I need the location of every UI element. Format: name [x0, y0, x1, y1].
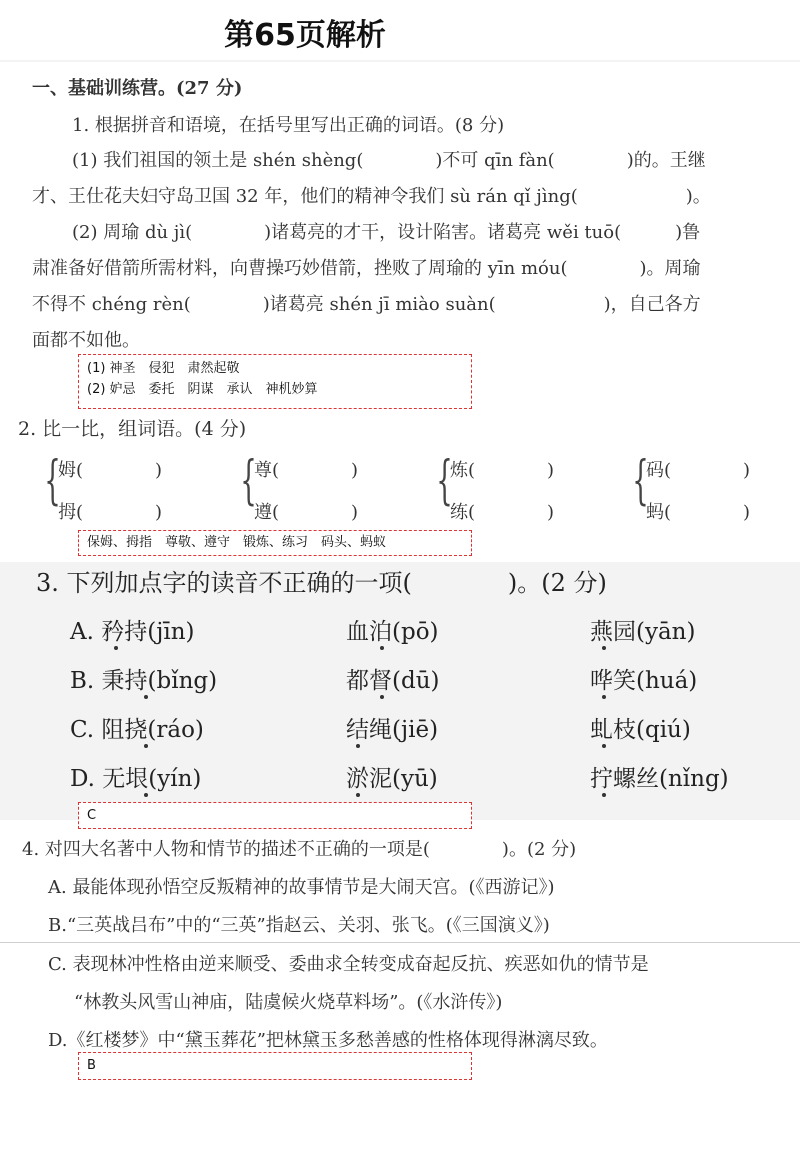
- emphasis-dot: [602, 646, 606, 650]
- q1-line: (1) 我们祖国的领土是 shén shèng( )不可 qīn fàn( )的。王继: [72, 150, 706, 171]
- q3-option: 拧螺丝(nǐng): [590, 766, 729, 792]
- emphasis-dot: [380, 695, 384, 699]
- q2-answer-box: 保姆、拇指 尊敬、遵守 锻炼、练习 码头、蚂蚁: [78, 530, 472, 556]
- q2-word: 尊( ): [254, 460, 359, 481]
- emphasis-dot: [602, 695, 606, 699]
- q1-line: 面都不如他。: [32, 330, 140, 351]
- q3-option: B. 秉持(bǐng): [70, 668, 218, 694]
- emphasis-dot: [602, 744, 606, 748]
- answer-line: (1) 神圣 侵犯 肃然起敬: [87, 361, 240, 376]
- q4-option: A. 最能体现孙悟空反叛精神的故事情节是大闹天宫。(《西游记》): [48, 877, 555, 898]
- q4-option: C. 表现林冲性格由逆来顺受、委曲求全转变成奋起反抗、疾恶如仇的情节是: [48, 954, 649, 975]
- emphasis-dot: [356, 793, 360, 797]
- q2-word: 姆( ): [58, 460, 163, 481]
- q2-word: 炼( ): [450, 460, 555, 481]
- q3-option: 哗笑(huá): [590, 668, 698, 694]
- q1-prompt: 1. 根据拼音和语境，在括号里写出正确的词语。(8 分): [72, 115, 505, 136]
- q2-word: 码( ): [646, 460, 751, 481]
- q1-answer-box: [78, 354, 472, 409]
- q4-answer-box: B: [78, 1052, 472, 1080]
- q3-option: 都督(dū): [346, 668, 440, 694]
- q4-option: B.“三英战吕布”中的“三英”指赵云、关羽、张飞。(《三国演义》): [48, 915, 550, 936]
- emphasis-dot: [144, 695, 148, 699]
- brace: {: [240, 451, 257, 511]
- emphasis-dot: [356, 744, 360, 748]
- section-heading: 一、基础训练营。(27 分): [32, 78, 243, 99]
- emphasis-dot: [602, 793, 606, 797]
- scan-divider: [0, 942, 800, 943]
- emphasis-dot: [114, 646, 118, 650]
- q3-option: 燕园(yān): [590, 619, 696, 645]
- q3-option: 虬枝(qiú): [590, 717, 691, 743]
- q2-word: 遵( ): [254, 502, 359, 523]
- q3-option: 血泊(pō): [346, 619, 439, 645]
- q4-option: “林教头风雪山神庙，陆虞候火烧草料场”。(《水浒传》): [74, 992, 503, 1013]
- q1-line: 不得不 chéng rèn( )诸葛亮 shén jī miào suàn( )，自己各方: [32, 294, 701, 315]
- q3-prompt: 3. 下列加点字的读音不正确的一项( )。(2 分): [36, 569, 607, 597]
- q3-option: 结绳(jiē): [346, 717, 439, 743]
- q3-option: C. 阻挠(ráo): [70, 717, 204, 743]
- page-title: 第65页解析: [224, 18, 386, 53]
- q3-option: A. 矜持(jīn): [70, 619, 195, 645]
- scan-edge: [0, 60, 800, 62]
- q2-word: 练( ): [450, 502, 555, 523]
- brace: {: [436, 451, 453, 511]
- answer-line: (2) 妒忌 委托 阴谋 承认 神机妙算: [87, 382, 318, 397]
- q1-line: (2) 周瑜 dù jì( )诸葛亮的才干，设计陷害。诸葛亮 wěi tuō( )鲁: [72, 222, 701, 243]
- q3-option: 淤泥(yū): [346, 766, 438, 792]
- q4-prompt: 4. 对四大名著中人物和情节的描述不正确的一项是( )。(2 分): [22, 839, 577, 860]
- q4-option: D.《红楼梦》中“黛玉葬花”把林黛玉多愁善感的性格体现得淋漓尽致。: [48, 1030, 608, 1051]
- q2-word: 拇( ): [58, 502, 163, 523]
- q1-line: 肃准备好借箭所需材料，向曹操巧妙借箭，挫败了周瑜的 yīn móu( )。周瑜: [32, 258, 701, 279]
- q3-option: D. 无垠(yín): [70, 766, 202, 792]
- q2-prompt: 2. 比一比，组词语。(4 分): [18, 418, 247, 440]
- emphasis-dot: [144, 744, 148, 748]
- q3-answer-box: C: [78, 802, 472, 829]
- emphasis-dot: [380, 646, 384, 650]
- q2-word: 蚂( ): [646, 502, 751, 523]
- brace: {: [632, 451, 649, 511]
- brace: {: [44, 451, 61, 511]
- q1-line: 才、王仕花夫妇守岛卫国 32 年，他们的精神令我们 sù rán qǐ jìng( )。: [32, 186, 711, 207]
- emphasis-dot: [144, 793, 148, 797]
